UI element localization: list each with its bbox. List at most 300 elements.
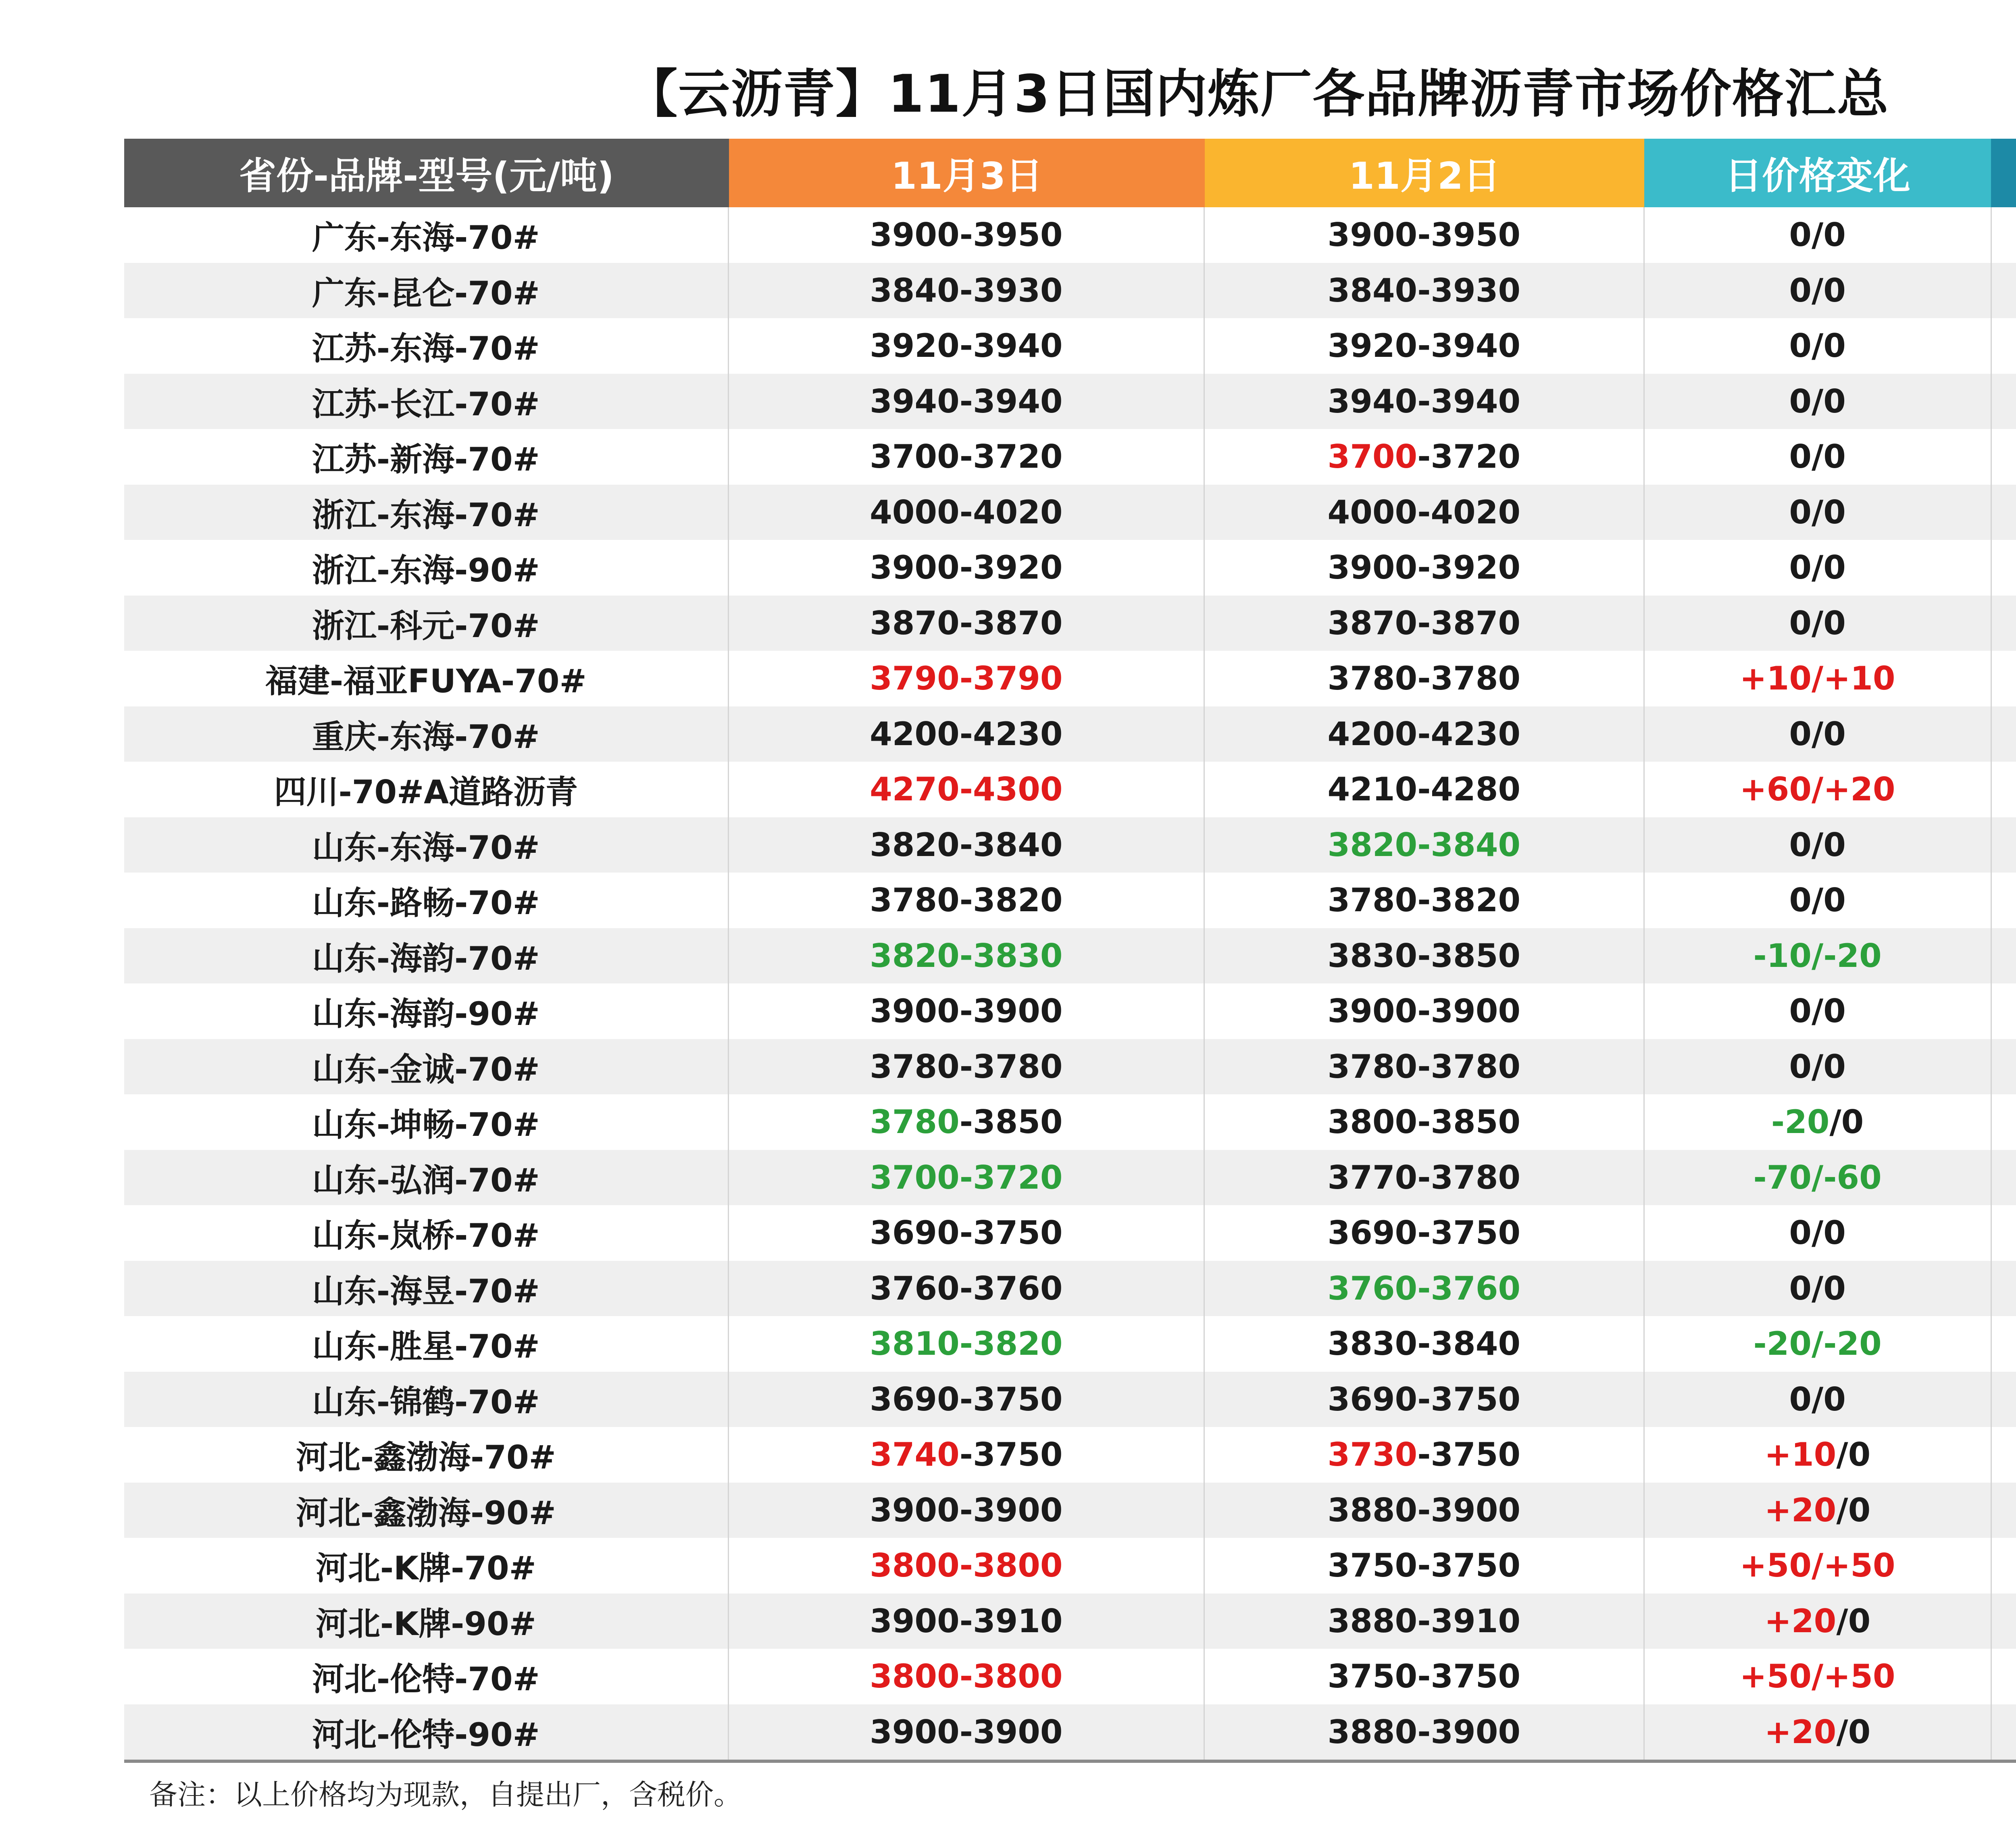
cell-text: 山东-东海-70#	[312, 829, 540, 867]
brand-cell	[124, 429, 728, 485]
cell-text: 河北-鑫渤海-70#	[296, 1439, 556, 1477]
cell-text: 0/0	[1789, 493, 1846, 531]
cell-text: 0/0	[1789, 1214, 1846, 1252]
cell-text: 3800-3850	[1327, 1103, 1521, 1141]
cell-text: 3690-3750	[870, 1214, 1063, 1252]
cell-text: 3900-3910	[870, 1602, 1063, 1640]
nov2-price-cell	[1204, 485, 1643, 540]
cell-text: 3770-3780	[1327, 1158, 1521, 1196]
cell-text: 3810-3820	[870, 1325, 1063, 1363]
nov2-price-cell	[1204, 318, 1643, 374]
daily-change-cell	[1643, 429, 1991, 485]
cell-text: 0/0	[1789, 327, 1846, 365]
cell-text: 3880-3900	[1327, 1713, 1521, 1751]
cell-text: -20/-20	[1753, 1325, 1882, 1363]
cell-text: 3700-3720	[870, 1158, 1063, 1196]
brand-cell	[124, 983, 728, 1039]
brand-cell	[124, 873, 728, 928]
cell-text: 0/0	[1789, 881, 1846, 919]
cell-text: 江苏-长江-70#	[312, 385, 540, 423]
nov2-price-cell	[1204, 1372, 1643, 1427]
cell-text: 4200-4230	[870, 715, 1063, 753]
cell-text: 0/0	[1789, 271, 1846, 309]
nov2-price-cell	[1204, 1150, 1643, 1206]
nov3-price-cell	[728, 429, 1204, 485]
cell-text: 3880-3910	[1327, 1602, 1521, 1640]
cell-text: -3850	[959, 1103, 1063, 1141]
cell-text: 3870-3870	[870, 604, 1063, 642]
daily-change-cell	[1643, 540, 1991, 596]
daily-change-cell	[1643, 1205, 1991, 1261]
cell-text: 3820-3840	[870, 826, 1063, 864]
cell-text: 3730	[1327, 1436, 1418, 1474]
weekly-change-cell	[1991, 1372, 2016, 1427]
nov3-price-cell	[728, 1427, 1204, 1483]
table-row	[124, 485, 2016, 540]
nov2-price-cell	[1204, 1261, 1643, 1316]
header-nov-2: 11月2日	[1205, 139, 1644, 207]
cell-text: 山东-海韵-70#	[312, 939, 540, 977]
brand-cell	[124, 817, 728, 873]
nov3-price-cell	[728, 374, 1204, 429]
brand-cell	[124, 1538, 728, 1593]
cell-text: 3700-3720	[870, 438, 1063, 476]
nov2-price-cell	[1204, 817, 1643, 873]
brand-cell	[124, 1316, 728, 1372]
table-row	[124, 1039, 2016, 1095]
nov3-price-cell	[728, 263, 1204, 319]
daily-change-cell	[1643, 1261, 1991, 1316]
table-row	[124, 429, 2016, 485]
weekly-change-cell	[1991, 318, 2016, 374]
cell-text: 0/0	[1789, 1380, 1846, 1418]
weekly-change-cell	[1991, 207, 2016, 263]
nov3-price-cell	[728, 1150, 1204, 1206]
cell-text: /0	[1836, 1602, 1871, 1640]
cell-text: 3940-3940	[1327, 382, 1521, 420]
table-row	[124, 1538, 2016, 1593]
cell-text: 3780-3780	[1327, 660, 1521, 698]
brand-cell	[124, 207, 728, 263]
cell-text: 4200-4230	[1327, 715, 1521, 753]
cell-text: 3900-3950	[870, 216, 1063, 254]
cell-text: 浙江-科元-70#	[312, 607, 540, 645]
cell-text: /0	[1836, 1436, 1871, 1474]
table-row	[124, 1649, 2016, 1704]
cell-text: -3750	[1417, 1436, 1521, 1474]
daily-change-cell	[1643, 817, 1991, 873]
daily-change-cell	[1643, 706, 1991, 762]
nov2-price-cell	[1204, 762, 1643, 817]
cell-text: 4270-4300	[870, 771, 1063, 808]
table-row	[124, 596, 2016, 651]
daily-change-cell	[1643, 1538, 1991, 1593]
nov2-price-cell	[1204, 706, 1643, 762]
weekly-change-cell	[1991, 374, 2016, 429]
cell-text: 3780-3780	[870, 1048, 1063, 1085]
weekly-change-cell	[1991, 540, 2016, 596]
daily-change-cell	[1643, 1039, 1991, 1095]
weekly-change-cell	[1991, 485, 2016, 540]
brand-cell	[124, 596, 728, 651]
nov3-price-cell	[728, 706, 1204, 762]
cell-text: +20	[1764, 1491, 1837, 1529]
table-row	[124, 1372, 2016, 1427]
cell-text: 河北-K牌-90#	[315, 1605, 536, 1643]
cell-text: 0/0	[1789, 1269, 1846, 1307]
nov2-price-cell	[1204, 928, 1643, 984]
weekly-change-cell	[1991, 817, 2016, 873]
weekly-change-cell	[1991, 1205, 2016, 1261]
weekly-change-cell	[1991, 1538, 2016, 1593]
nov3-price-cell	[728, 540, 1204, 596]
cell-text: 江苏-新海-70#	[312, 441, 540, 479]
nov2-price-cell	[1204, 1704, 1643, 1760]
nov2-price-cell	[1204, 651, 1643, 706]
nov2-price-cell	[1204, 374, 1643, 429]
nov3-price-cell	[728, 596, 1204, 651]
cell-text: /0	[1829, 1103, 1864, 1141]
cell-text: 江苏-东海-70#	[312, 330, 540, 368]
nov3-price-cell	[728, 873, 1204, 928]
weekly-change-cell	[1991, 983, 2016, 1039]
cell-text: 3900-3900	[1327, 992, 1521, 1030]
cell-text: 四川-70#A道路沥青	[274, 773, 578, 811]
cell-text: 山东-锦鹤-70#	[312, 1383, 540, 1421]
weekly-change-cell	[1991, 1094, 2016, 1150]
cell-text: 3940-3940	[870, 382, 1063, 420]
table-row	[124, 873, 2016, 928]
brand-cell	[124, 1094, 728, 1150]
brand-cell	[124, 1039, 728, 1095]
cell-text: 河北-伦特-90#	[312, 1716, 540, 1754]
cell-text: 3700	[1327, 438, 1418, 476]
table-body	[124, 207, 2016, 1760]
cell-text: 0/0	[1789, 1048, 1846, 1085]
table-row	[124, 762, 2016, 817]
cell-text: 3920-3940	[870, 327, 1063, 365]
cell-text: +50/+50	[1739, 1658, 1895, 1696]
cell-text: 4000-4020	[1327, 493, 1521, 531]
daily-change-cell	[1643, 1649, 1991, 1704]
cell-text: 河北-鑫渤海-90#	[296, 1494, 556, 1532]
weekly-change-cell	[1991, 706, 2016, 762]
cell-text: 3840-3930	[1327, 271, 1521, 309]
cell-text: +20	[1764, 1602, 1837, 1640]
cell-text: 3740	[870, 1436, 960, 1474]
table-row	[124, 1483, 2016, 1538]
nov3-price-cell	[728, 1205, 1204, 1261]
nov2-price-cell	[1204, 983, 1643, 1039]
weekly-change-cell	[1991, 1704, 2016, 1760]
table-row	[124, 928, 2016, 984]
cell-text: 0/0	[1789, 604, 1846, 642]
cell-text: 山东-弘润-70#	[312, 1161, 540, 1199]
table-header	[124, 139, 2016, 207]
cell-text: 3900-3900	[870, 1713, 1063, 1751]
table-row	[124, 374, 2016, 429]
cell-text: 3840-3930	[870, 271, 1063, 309]
cell-text: 3750-3750	[1327, 1547, 1521, 1585]
nov2-price-cell	[1204, 1538, 1643, 1593]
cell-text: 3830-3850	[1327, 937, 1521, 975]
cell-text: 山东-路畅-70#	[312, 884, 540, 922]
cell-text: 3800-3800	[870, 1547, 1063, 1585]
cell-text: 山东-胜星-70#	[312, 1328, 540, 1366]
cell-text: 3870-3870	[1327, 604, 1521, 642]
cell-text: 3800-3800	[870, 1658, 1063, 1696]
cell-text: +20	[1764, 1713, 1837, 1751]
cell-text: +60/+20	[1739, 771, 1895, 808]
cell-text: 重庆-东海-70#	[312, 718, 540, 756]
cell-text: 3780-3780	[1327, 1048, 1521, 1085]
cell-text: 山东-海昱-70#	[312, 1272, 540, 1310]
daily-change-cell	[1643, 1316, 1991, 1372]
cell-text: 3690-3750	[870, 1380, 1063, 1418]
table-row	[124, 1150, 2016, 1206]
cell-text: 3900-3950	[1327, 216, 1521, 254]
nov3-price-cell	[728, 207, 1204, 263]
cell-text: 0/0	[1789, 549, 1846, 587]
cell-text: -3750	[959, 1436, 1063, 1474]
cell-text: 山东-岚桥-70#	[312, 1217, 540, 1255]
cell-text: 0/0	[1789, 216, 1846, 254]
nov3-price-cell	[728, 983, 1204, 1039]
cell-text: +10	[1764, 1436, 1837, 1474]
brand-cell	[124, 651, 728, 706]
weekly-change-cell	[1991, 596, 2016, 651]
nov3-price-cell	[728, 1261, 1204, 1316]
nov3-price-cell	[728, 928, 1204, 984]
nov2-price-cell	[1204, 1094, 1643, 1150]
daily-change-cell	[1643, 596, 1991, 651]
daily-change-cell	[1643, 1593, 1991, 1649]
nov2-price-cell	[1204, 540, 1643, 596]
daily-change-cell	[1643, 207, 1991, 263]
cell-text: 山东-金诚-70#	[312, 1050, 540, 1088]
weekly-change-cell	[1991, 429, 2016, 485]
table-row	[124, 207, 2016, 263]
nov3-price-cell	[728, 1704, 1204, 1760]
brand-cell	[124, 762, 728, 817]
table-row	[124, 817, 2016, 873]
page-title: 【云沥青】11月3日国内炼厂各品牌沥青市场价格汇总	[626, 64, 1889, 124]
daily-change-cell	[1643, 873, 1991, 928]
weekly-change-cell	[1991, 1649, 2016, 1704]
table-row	[124, 1094, 2016, 1150]
header-daily-change: 日价格变化	[1644, 139, 1991, 207]
brand-cell	[124, 318, 728, 374]
nov2-price-cell	[1204, 596, 1643, 651]
cell-text: 3830-3840	[1327, 1325, 1521, 1363]
nov2-price-cell	[1204, 1483, 1643, 1538]
brand-cell	[124, 1372, 728, 1427]
weekly-change-cell	[1991, 263, 2016, 319]
nov2-price-cell	[1204, 1316, 1643, 1372]
table-row	[124, 1316, 2016, 1372]
brand-cell	[124, 1704, 728, 1760]
table-row	[124, 540, 2016, 596]
cell-text: 4000-4020	[870, 493, 1063, 531]
cell-text: +10/+10	[1739, 660, 1895, 698]
cell-text: 河北-伦特-70#	[312, 1660, 540, 1698]
cell-text: 山东-海韵-90#	[312, 995, 540, 1033]
cell-text: 3690-3750	[1327, 1214, 1521, 1252]
cell-text: -70/-60	[1753, 1158, 1882, 1196]
daily-change-cell	[1643, 1704, 1991, 1760]
weekly-change-cell	[1991, 1039, 2016, 1095]
nov3-price-cell	[728, 1649, 1204, 1704]
cell-text: 3760-3760	[870, 1269, 1063, 1307]
nov3-price-cell	[728, 651, 1204, 706]
weekly-change-cell	[1991, 1261, 2016, 1316]
header-weekly-change	[1991, 139, 2016, 207]
daily-change-cell	[1643, 374, 1991, 429]
cell-text: 山东-坤畅-70#	[312, 1106, 540, 1144]
daily-change-cell	[1643, 1372, 1991, 1427]
cell-text: 3690-3750	[1327, 1380, 1521, 1418]
table-row	[124, 318, 2016, 374]
nov3-price-cell	[728, 1039, 1204, 1095]
cell-text: -3720	[1417, 438, 1521, 476]
table-row	[124, 1593, 2016, 1649]
cell-text: 3780	[870, 1103, 960, 1141]
nov3-price-cell	[728, 1593, 1204, 1649]
daily-change-cell	[1643, 1150, 1991, 1206]
weekly-change-cell	[1991, 928, 2016, 984]
nov3-price-cell	[728, 318, 1204, 374]
cell-text: 3900-3920	[1327, 549, 1521, 587]
cell-text: 河北-K牌-70#	[315, 1550, 536, 1587]
cell-text: 浙江-东海-90#	[312, 552, 540, 589]
table-row	[124, 706, 2016, 762]
nov2-price-cell	[1204, 1593, 1643, 1649]
brand-cell	[124, 1649, 728, 1704]
cell-text: -10/-20	[1753, 937, 1882, 975]
brand-cell	[124, 263, 728, 319]
nov2-price-cell	[1204, 1039, 1643, 1095]
cell-text: 4210-4280	[1327, 771, 1521, 808]
cell-text: 3880-3900	[1327, 1491, 1521, 1529]
table-row	[124, 263, 2016, 319]
cell-text: +50/+50	[1739, 1547, 1895, 1585]
cell-text: 3750-3750	[1327, 1658, 1521, 1696]
footnote: 备注：以上价格均为现款，自提出厂，含税价。	[149, 1778, 742, 1811]
cell-text: 3790-3790	[870, 660, 1063, 698]
cell-text: 0/0	[1789, 992, 1846, 1030]
brand-cell	[124, 485, 728, 540]
brand-cell	[124, 540, 728, 596]
cell-text: 3820-3830	[870, 937, 1063, 975]
nov3-price-cell	[728, 485, 1204, 540]
weekly-change-cell	[1991, 1427, 2016, 1483]
cell-text: /0	[1836, 1491, 1871, 1529]
weekly-change-cell	[1991, 1316, 2016, 1372]
table-row	[124, 983, 2016, 1039]
weekly-change-cell	[1991, 651, 2016, 706]
cell-text: 3760-3760	[1327, 1269, 1521, 1307]
cell-text: 福建-福亚FUYA-70#	[265, 662, 587, 700]
nov3-price-cell	[728, 1538, 1204, 1593]
nov2-price-cell	[1204, 1427, 1643, 1483]
cell-text: 3900-3900	[870, 992, 1063, 1030]
cell-text: 0/0	[1789, 382, 1846, 420]
nov2-price-cell	[1204, 263, 1643, 319]
cell-text: 3780-3820	[1327, 881, 1521, 919]
cell-text: 3820-3840	[1327, 826, 1521, 864]
cell-text: 0/0	[1789, 715, 1846, 753]
table-row	[124, 1261, 2016, 1316]
price-table	[124, 139, 2016, 1763]
cell-text: 0/0	[1789, 826, 1846, 864]
cell-text: 广东-昆仑-70#	[312, 274, 540, 312]
brand-cell	[124, 374, 728, 429]
weekly-change-cell	[1991, 1150, 2016, 1206]
nov2-price-cell	[1204, 1649, 1643, 1704]
nov3-price-cell	[728, 762, 1204, 817]
weekly-change-cell	[1991, 873, 2016, 928]
table-row	[124, 651, 2016, 706]
table-row	[124, 1427, 2016, 1483]
nov2-price-cell	[1204, 207, 1643, 263]
nov2-price-cell	[1204, 429, 1643, 485]
cell-text: 广东-东海-70#	[312, 219, 540, 257]
brand-cell	[124, 1205, 728, 1261]
cell-text: -20	[1771, 1103, 1830, 1141]
daily-change-cell	[1643, 928, 1991, 984]
brand-cell	[124, 1593, 728, 1649]
nov2-price-cell	[1204, 873, 1643, 928]
cell-text: 浙江-东海-70#	[312, 496, 540, 534]
daily-change-cell	[1643, 318, 1991, 374]
cell-text: 3780-3820	[870, 881, 1063, 919]
daily-change-cell	[1643, 1094, 1991, 1150]
daily-change-cell	[1643, 263, 1991, 319]
cell-text: 3900-3920	[870, 549, 1063, 587]
brand-cell	[124, 928, 728, 984]
daily-change-cell	[1643, 485, 1991, 540]
daily-change-cell	[1643, 983, 1991, 1039]
daily-change-cell	[1643, 762, 1991, 817]
brand-cell	[124, 1261, 728, 1316]
table-row	[124, 1205, 2016, 1261]
daily-change-cell	[1643, 1427, 1991, 1483]
header-province-brand: 省份-品牌-型号(元/吨)	[124, 139, 729, 207]
nov3-price-cell	[728, 817, 1204, 873]
nov3-price-cell	[728, 1316, 1204, 1372]
brand-cell	[124, 1427, 728, 1483]
cell-text: /0	[1836, 1713, 1871, 1751]
weekly-change-cell	[1991, 762, 2016, 817]
table-bottom-border	[124, 1760, 2016, 1763]
daily-change-cell	[1643, 651, 1991, 706]
brand-cell	[124, 706, 728, 762]
nov2-price-cell	[1204, 1205, 1643, 1261]
nov3-price-cell	[728, 1094, 1204, 1150]
weekly-change-cell	[1991, 1593, 2016, 1649]
cell-text: 0/0	[1789, 438, 1846, 476]
cell-text: 3920-3940	[1327, 327, 1521, 365]
brand-cell	[124, 1150, 728, 1206]
brand-cell	[124, 1483, 728, 1538]
nov3-price-cell	[728, 1372, 1204, 1427]
header-nov-3: 11月3日	[729, 139, 1205, 207]
daily-change-cell	[1643, 1483, 1991, 1538]
nov3-price-cell	[728, 1483, 1204, 1538]
cell-text: 3900-3900	[870, 1491, 1063, 1529]
weekly-change-cell	[1991, 1483, 2016, 1538]
table-row	[124, 1704, 2016, 1760]
